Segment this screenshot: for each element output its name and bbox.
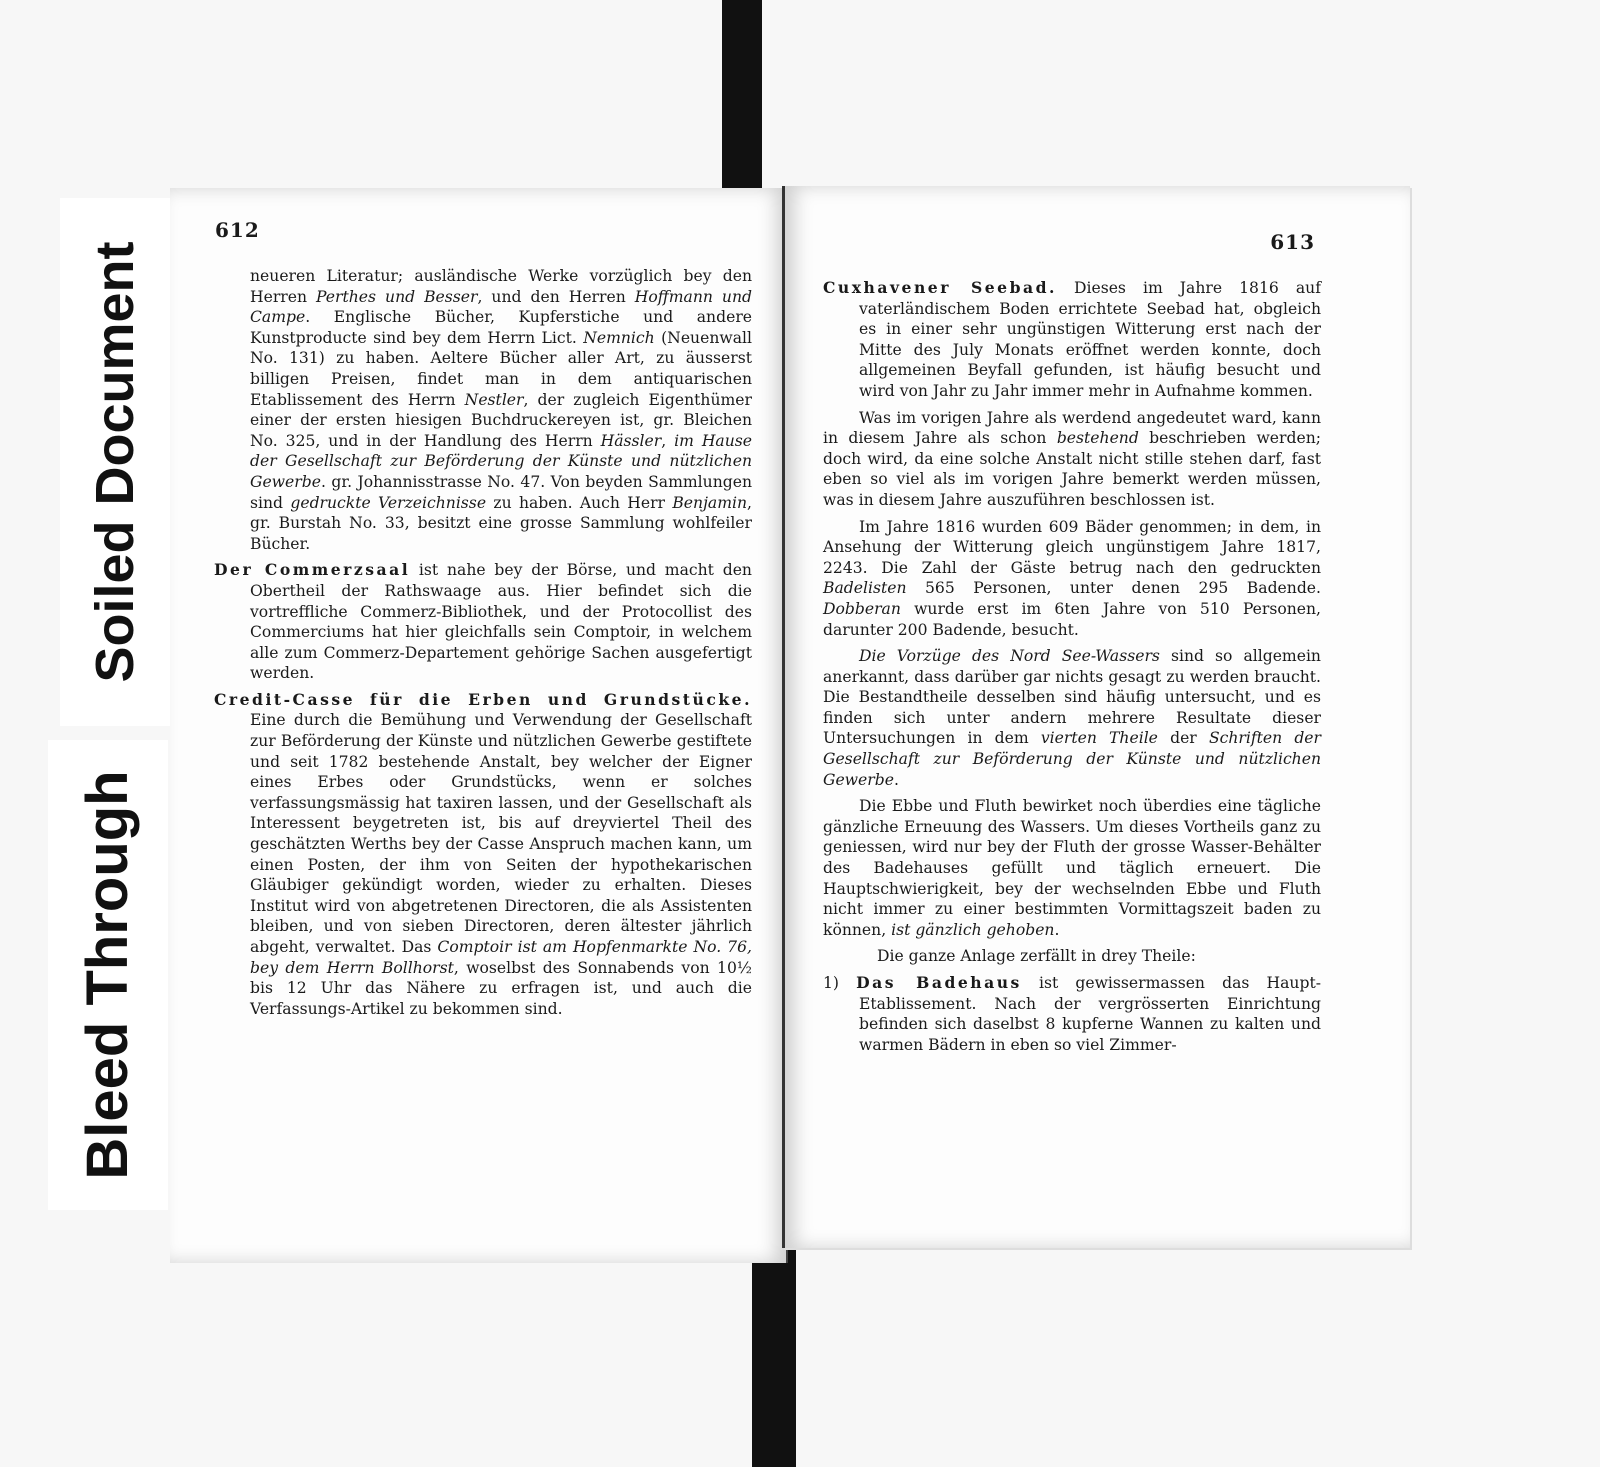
text-run: . Englische Bücher, Kupferstiche und andere Kunstproducte sind bey dem Herrn Lict. xyxy=(250,308,752,347)
spaced-heading: Cuxhavener Seebad. xyxy=(823,278,1057,297)
soiled-document-stamp xyxy=(60,198,170,726)
text-run: Im Jahre 1816 wurden 609 Bäder genommen; in dem, in Ansehung der Witterung gleich ungünstigem Jahre 1817, 2243. Die Zahl der Gäste betrug nach den gedruckten xyxy=(823,517,1321,577)
paragraph xyxy=(214,560,752,684)
text-run: . xyxy=(1054,920,1060,939)
text-run: Dieses im Jahre 1816 auf vaterländischem Boden errichtete Seebad hat, obgleich es in einer sehr ungünstigen Witterung erst nach der Mitte des July Monats eröffnet werden konnte, doch allgemeinen Beyfall gefunden, ist häufig besucht und wird von Jahr zu Jahr immer mehr in Aufnahme kommen. xyxy=(859,279,1321,400)
binding-bottom xyxy=(752,1245,796,1467)
paragraph xyxy=(823,796,1321,940)
italic-text: Nestler xyxy=(464,390,524,409)
text-run: . xyxy=(893,770,899,789)
text-run: Die Ebbe und Fluth bewirket noch überdies eine tägliche gänzliche Erneuung des Wassers. Um dieses Vortheils ganz zu geniessen, wird nur bey der Fluth der grosse Wasser-Behälter des Badehauses gefüllt und täglich erneuert. Die Hauptschwierigkeit, bey der wechselnden Ebbe und Fluth nicht immer zu einer bestimmten Vormittagszeit baden zu können, xyxy=(823,797,1321,939)
paragraph xyxy=(823,278,1321,402)
text-run: , der zugleich Eigenthümer einer der ersten hiesigen Buchdruckereyen ist, gr. Bleichen No. 325, und in der Handlung des Herrn xyxy=(250,390,752,450)
text-run: , xyxy=(661,431,675,450)
text-run: , und den Herren xyxy=(477,287,635,306)
spaced-heading: Der Commerzsaal xyxy=(214,560,411,580)
italic-text: Badelisten xyxy=(823,579,907,598)
paragraph xyxy=(214,266,752,554)
spaced-heading: Credit-Casse für die Erben und Grundstücke. xyxy=(214,689,752,709)
italic-text: Nemnich xyxy=(583,328,655,347)
paragraph xyxy=(823,408,1321,511)
page-number: 613 xyxy=(1270,230,1315,254)
italic-text: Hoffmann und Campe xyxy=(250,287,753,327)
italic-text: Dobberan xyxy=(823,599,901,618)
italic-text: gedruckte Verzeichnisse xyxy=(290,493,487,512)
spaced-heading: Das Badehaus xyxy=(856,973,1022,992)
text-run: (Neuenwall No. 131) zu haben. Aeltere Bücher aller Art, zu äusserst billigen Preisen, findet man in dem antiquarischen Etablissement des Herrn xyxy=(250,328,752,409)
italic-text: Die Vorzüge des Nord See-Wassers xyxy=(859,647,1160,666)
italic-text: im Hause der Gesellschaft zur Beförderung der Künste und nützlichen Gewerbe xyxy=(250,431,752,491)
text-run: neueren Literatur; ausländische Werke vorzüglich bey den Herren xyxy=(250,267,752,306)
text-run: 1) xyxy=(823,974,857,992)
bleed-through-label: Bleed Through xyxy=(75,770,140,1180)
text-run: Die ganze Anlage zerfällt in drey Theile: xyxy=(877,947,1196,966)
italic-text: vierten Theile xyxy=(1040,729,1158,748)
text-run: , woselbst des Sonnabends von 10½ bis 12 Uhr das Nähere zu erfragen ist, und auch die Verfassungs-Artikel zu bekommen sind. xyxy=(250,958,752,1018)
page-number: 612 xyxy=(215,218,260,242)
text-run: , gr. Burstah No. 33, besitzt eine grosse Sammlung wohlfeiler Bücher. xyxy=(250,493,752,553)
right-page-text xyxy=(823,278,1321,1061)
bleed-through-stamp xyxy=(48,740,168,1210)
italic-text: Perthes und Besser xyxy=(316,287,478,306)
text-run: zu haben. Auch Herr xyxy=(486,493,673,512)
italic-text: ist gänzlich gehoben xyxy=(891,920,1055,939)
text-run: ist gewissermassen das Haupt-Etablissement. Nach der vergrösserten Einrichtung befinden sich daselbst 8 kupferne Wannen zu kalten und warmen Bädern in eben so viel Zimmer- xyxy=(859,974,1321,1054)
text-run: der xyxy=(1157,729,1209,748)
text-run: . gr. Johannisstrasse No. 47. Von beyden Sammlungen sind xyxy=(250,472,752,512)
text-run: Eine durch die Bemühung und Verwendung der Gesellschaft zur Beförderung der Künste und nützlichen Gewerbe gestiftete und seit 1782 bestehende Anstalt, bey welcher der Eigner eines Erbes oder Grundstücks, wenn er solches verfassungsmässig hat taxiren lassen, und der Gesellschaft als Interessent beygetreten ist, bis auf dreyviertel Theil des geschätzten Werths bey der Casse Anspruch machen kann, um einen Posten, der ihm von Seiten der hypothekarischen Gläubiger gekündigt worden, wieder zu erhalten. Dieses Institut wird von abgetretenen Directoren, die als Assistenten bleiben, und von sieben Directoren, deren ältester jährlich abgeht, verwaltet. Das xyxy=(250,711,752,956)
text-run: sind so allgemein anerkannt, dass darüber gar nichts gesagt zu werden braucht. Die Bestandtheile desselben sind häufig untersucht, und es finden sich unter andern mehrere Resultate dieser Untersuchungen in dem xyxy=(823,647,1321,748)
italic-text: bestehend xyxy=(1056,429,1139,448)
text-run: ist nahe bey der Börse, und macht den Obertheil der Rathswaage aus. Hier befindet sich die vortreffliche Commerz-Bibliothek, und der Protocollist des Commerciums hat hier gleichfalls sein Comptoir, in welchem alle zum Commerz-Departement gehörige Sachen ausgefertigt werden. xyxy=(250,561,752,683)
soiled-document-label: Soiled Document xyxy=(85,241,145,683)
paragraph xyxy=(214,690,752,1020)
binding-top xyxy=(722,0,762,200)
italic-text: Benjamin xyxy=(672,493,748,512)
left-page xyxy=(170,188,788,1263)
text-run: 565 Personen, unter denen 295 Badende. xyxy=(906,579,1321,598)
text-run: wurde erst im 6ten Jahre von 510 Personen, darunter 200 Badende, besucht. xyxy=(823,599,1321,639)
italic-text: Schriften der Gesellschaft zur Beförderung der Künste und nützlichen Gewerbe xyxy=(823,729,1321,789)
text-run: beschrieben werden; doch wird, da eine solche Anstalt nicht stille stehen darf, fast eben so viel als im vorigen Jahre bemerkt werden müssen, was in diesem Jahre auszuführen beschlossen ist. xyxy=(823,429,1321,509)
text-run: Was im vorigen Jahre als werdend angedeutet ward, kann in diesem Jahre als schon xyxy=(823,408,1321,448)
paragraph xyxy=(823,973,1321,1055)
paragraph xyxy=(823,946,1321,967)
paragraph xyxy=(823,517,1321,641)
italic-text: Comptoir ist am Hopfenmarkte No. 76, bey dem Herrn Bollhorst xyxy=(250,938,752,977)
paragraph xyxy=(823,646,1321,790)
italic-text: Hässler xyxy=(600,431,662,450)
right-page xyxy=(782,186,1410,1248)
left-page-text xyxy=(214,266,752,1025)
